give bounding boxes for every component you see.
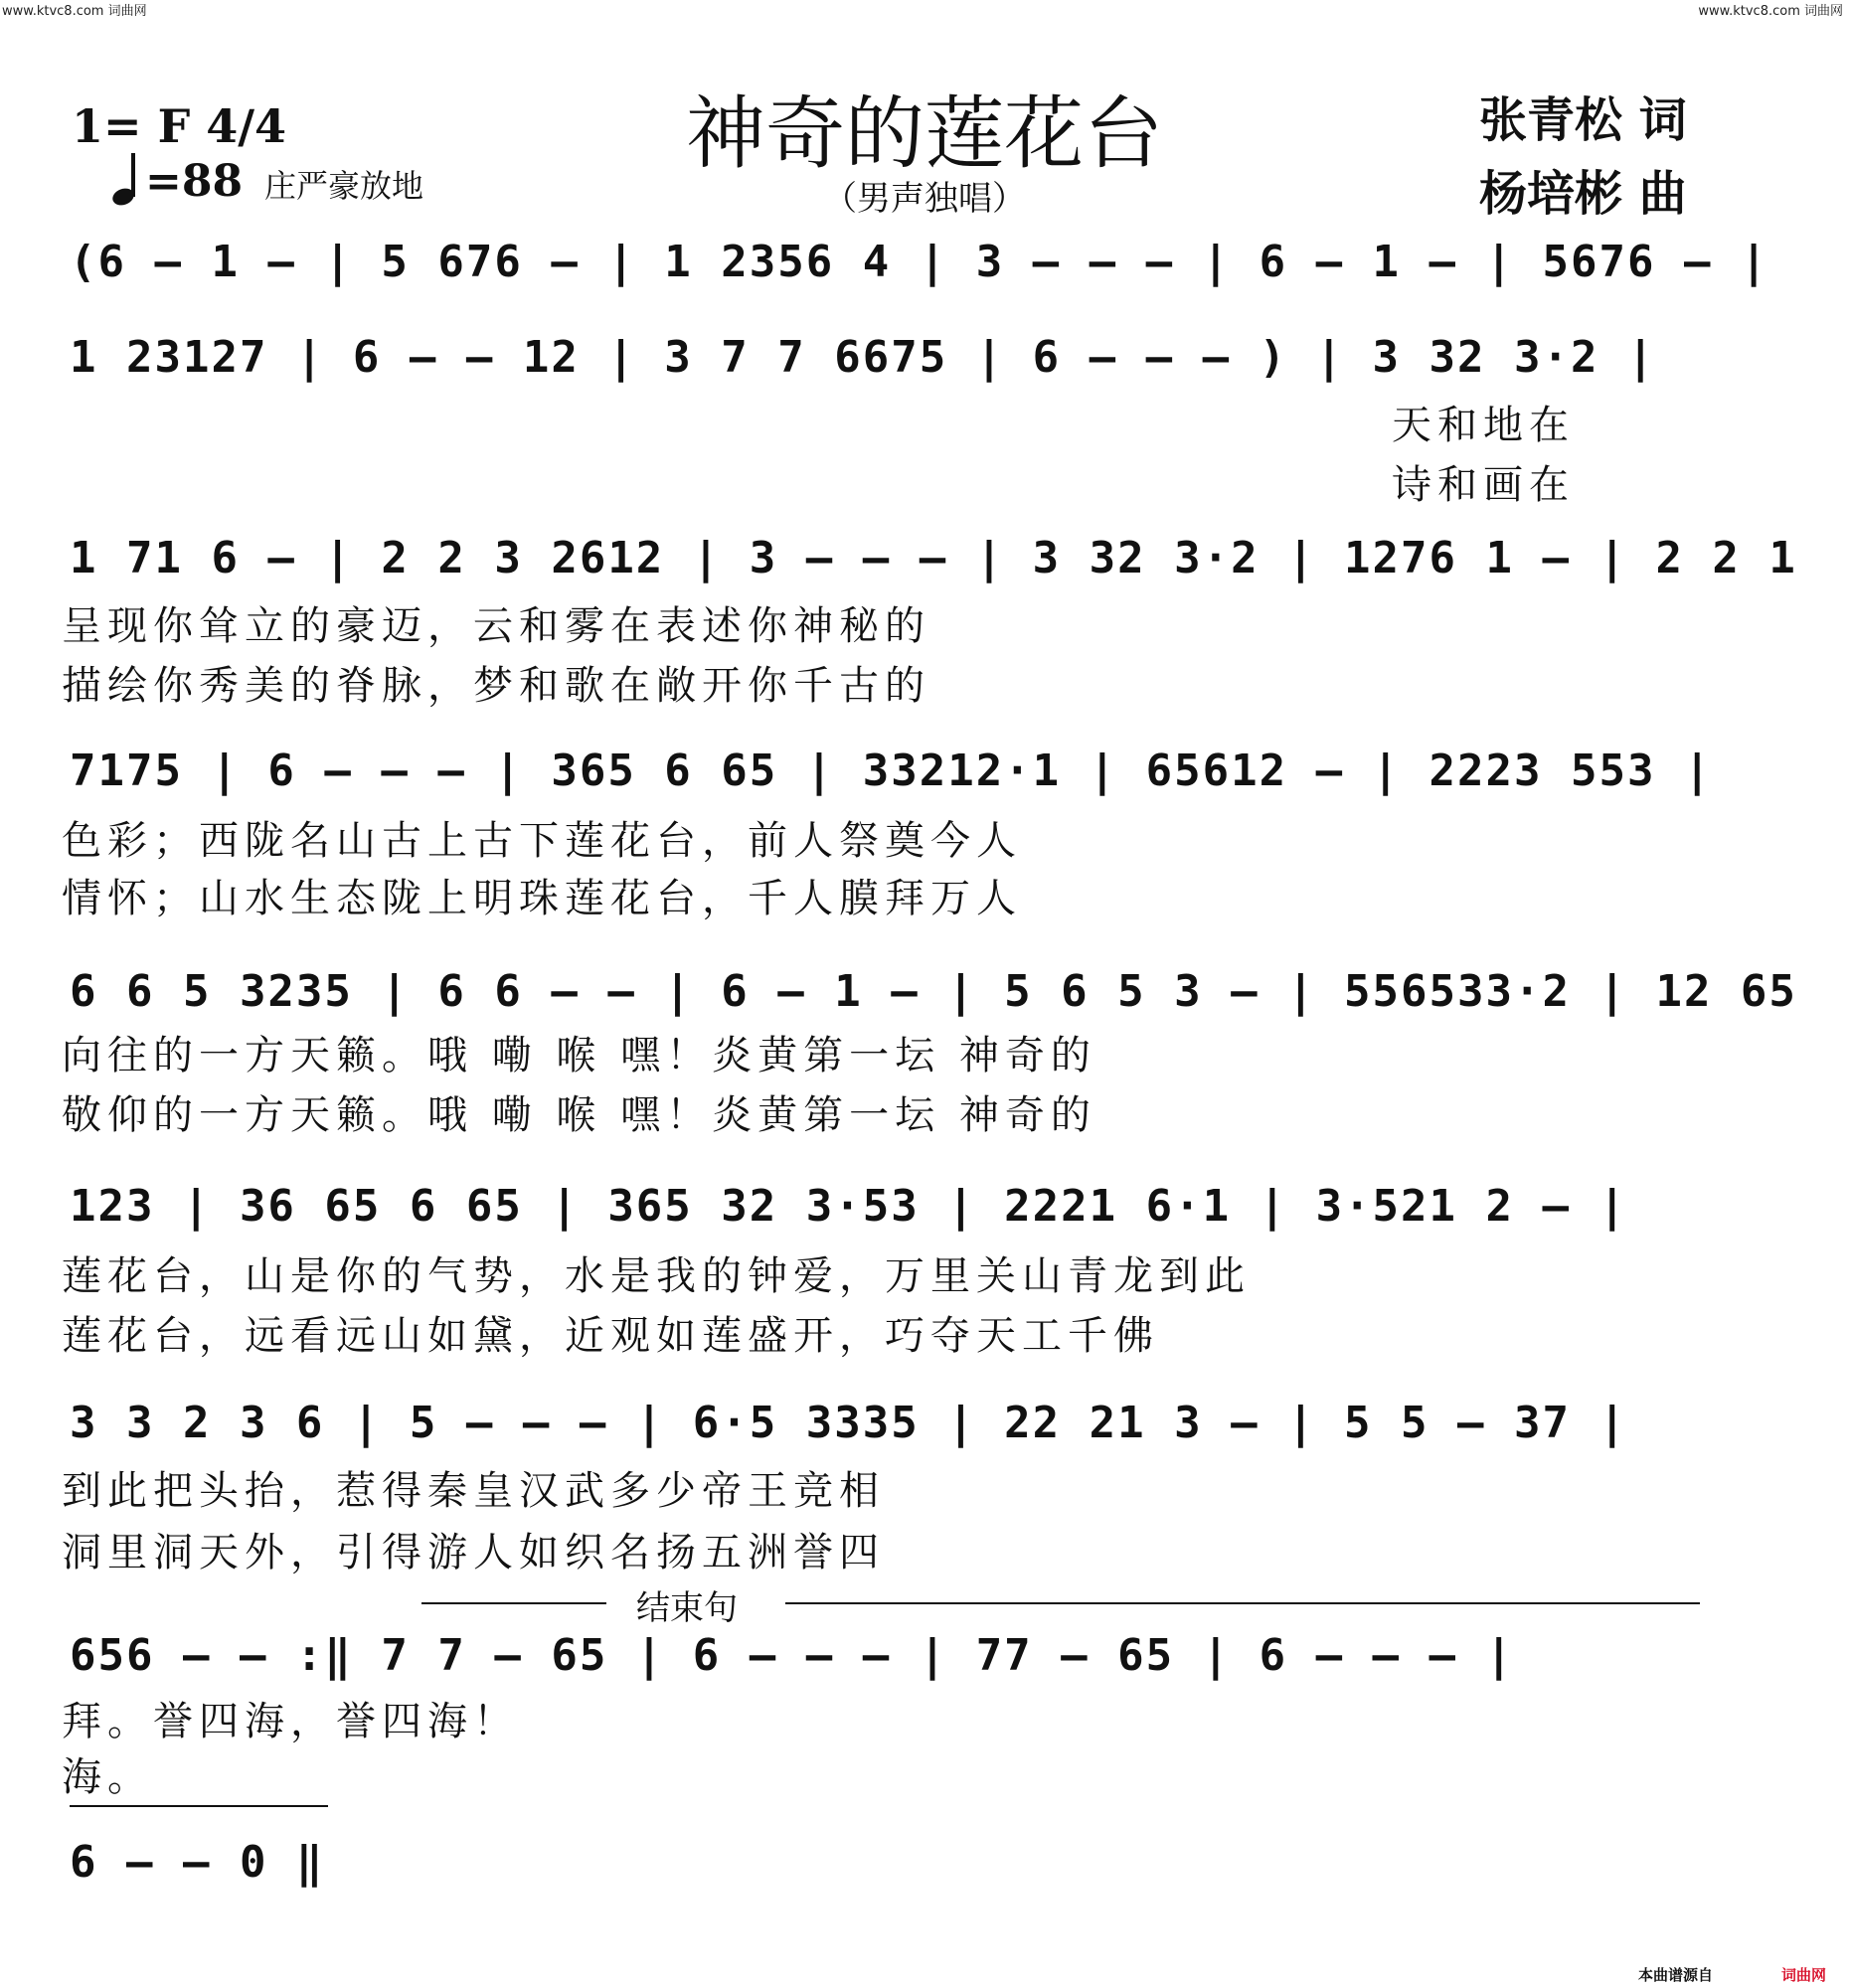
expression-marking: 庄严豪放地 xyxy=(264,167,424,205)
lyric-line-2-verse-1: 天和地在 xyxy=(1392,403,1575,448)
watermark-right: www.ktvc8.com 词曲网 xyxy=(1698,4,1843,19)
lyric-line-4-verse-2: 情怀；山水生态陇上明珠莲花台，千人膜拜万人 xyxy=(62,876,1022,921)
tempo-value: =88 xyxy=(145,156,244,207)
song-subtitle: （男声独唱） xyxy=(823,179,1026,219)
ending-line-left xyxy=(421,1602,606,1604)
score-line-7: 3 3 2 3 6 | 5 — — — | 6·5 3335 | 22 21 3 — | 5 5 — 37 | xyxy=(70,1398,1627,1448)
lyricist-credit: 张青松 词 xyxy=(1479,92,1687,148)
score-line-9: 6 — — 0 ‖ xyxy=(70,1837,325,1888)
watermark-left: www.ktvc8.com 词曲网 xyxy=(2,4,147,19)
score-line-6: 123 | 36 65 6 65 | 365 32 3·53 | 2221 6·1 | 3·521 2 — | xyxy=(70,1181,1627,1232)
lyric-line-7-verse-1: 到此把头抬，惹得秦皇汉武多少帝王竞相 xyxy=(62,1468,885,1514)
lyric-line-6-verse-2: 莲花台，远看远山如黛，近观如莲盛开，巧夺天工千佛 xyxy=(62,1313,1159,1359)
final-line-top xyxy=(70,1805,328,1807)
lyric-line-5-verse-1: 向往的一方天籁。哦 嘞 喉 嘿！炎黄第一坛 神奇的 xyxy=(62,1033,1096,1078)
footer-source: 本曲谱源自 xyxy=(1638,1966,1714,1984)
lyric-line-6-verse-1: 莲花台，山是你的气势，水是我的钟爱，万里关山青龙到此 xyxy=(62,1253,1251,1299)
score-line-4: 7175 | 6 — — — | 365 6 65 | 33212·1 | 65612 — | 2223 553 | xyxy=(70,746,1713,796)
lyric-line-8-verse-2: 海。 xyxy=(62,1754,153,1800)
ending-line-right xyxy=(785,1602,1700,1604)
lyric-line-8-verse-1: 拜。誉四海，誉四海！ xyxy=(62,1699,519,1744)
lyric-line-3-verse-2: 描绘你秀美的脊脉，梦和歌在敞开你千古的 xyxy=(62,663,930,709)
score-line-5: 6 6 5 3235 | 6 6 — — | 6 — 1 — | 5 6 5 3 — | 556533·2 | 12 65 xyxy=(70,966,1797,1017)
lyric-line-3-verse-1: 呈现你耸立的豪迈，云和雾在表述你神秘的 xyxy=(62,603,930,649)
song-title: 神奇的莲花台 xyxy=(686,87,1163,180)
lyric-line-5-verse-2: 敬仰的一方天籁。哦 嘞 喉 嘿！炎黄第一坛 神奇的 xyxy=(62,1092,1096,1138)
lyric-line-4-verse-1: 色彩；西陇名山古上古下莲花台，前人祭奠今人 xyxy=(62,818,1022,864)
score-line-1: (6 — 1 — | 5 676 — | 1 2356 4 | 3 — — — | 6 — 1 — | 5676 — | xyxy=(70,237,1769,287)
score-line-2: 1 23127 | 6 — — 12 | 3 7 7 6675 | 6 — — — ) | 3 32 3·2 | xyxy=(70,332,1656,383)
score-line-8: 656 — — :‖ 7 7 — 65 | 6 — — — | 77 — 65 | 6 — — — | xyxy=(70,1630,1515,1681)
score-line-3: 1 71 6 — | 2 2 3 2612 | 3 — — — | 3 32 3·2 | 1276 1 — | 2 2 1 xyxy=(70,533,1797,583)
footer-brand: 词曲网 xyxy=(1781,1966,1827,1984)
key-signature: 1= F 4/4 xyxy=(72,99,287,153)
lyric-line-2-verse-2: 诗和画在 xyxy=(1392,462,1575,508)
lyric-line-7-verse-2: 洞里洞天外，引得游人如织名扬五洲誉四 xyxy=(62,1530,885,1575)
composer-credit: 杨培彬 曲 xyxy=(1479,166,1687,222)
ending-label: 结束句 xyxy=(636,1588,738,1628)
